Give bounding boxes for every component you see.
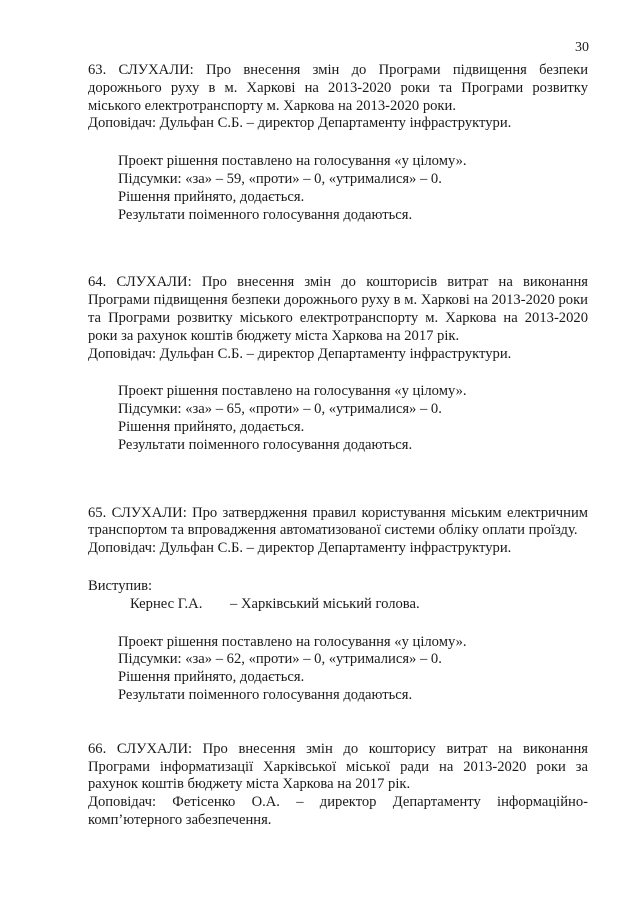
item-heading: 66. СЛУХАЛИ: Про внесення змін до кошторису витрат на виконання Програми інформатизації Харківської міської ради на 2013-2020 роки за рахунок коштів бюджету міста Харкова на 2017 рік.	[88, 740, 588, 793]
agenda-item-66	[88, 741, 588, 830]
item-reporter: Доповідач: Дульфан С.Б. – директор Департаменту інфраструктури.	[88, 540, 512, 557]
decision: Рішення прийнято, додається.	[118, 188, 305, 205]
decision: Рішення прийнято, додається.	[118, 669, 305, 686]
speaker-name: Кернес Г.А.	[130, 595, 203, 612]
document-body	[88, 62, 588, 830]
item-reporter: Доповідач: Дульфан С.Б. – директор Департаменту інфраструктури.	[88, 115, 512, 132]
vote-results: Підсумки: «за» – 62, «проти» – 0, «утрималися» – 0.	[118, 651, 442, 668]
roll-call-note: Результати поіменного голосування додаються.	[118, 206, 413, 223]
speaker-row	[88, 596, 588, 614]
speakers-label: Виступив:	[88, 577, 153, 594]
vote-status: Проект рішення поставлено на голосування «у цілому».	[118, 383, 467, 400]
item-heading: 65. СЛУХАЛИ: Про затвердження правил користування міським електричним транспортом та впровадження автоматизованої системи обліку оплати проїзду.	[88, 504, 588, 539]
agenda-item-65	[88, 505, 588, 705]
roll-call-note: Результати поіменного голосування додаються.	[118, 686, 413, 703]
agenda-item-63	[88, 62, 588, 224]
item-reporter: Доповідач: Дульфан С.Б. – директор Департаменту інфраструктури.	[88, 345, 512, 362]
page-number: 30	[575, 40, 589, 55]
vote-results: Підсумки: «за» – 59, «проти» – 0, «утрималися» – 0.	[118, 170, 442, 187]
decision: Рішення прийнято, додається.	[118, 418, 305, 435]
vote-status: Проект рішення поставлено на голосування «у цілому».	[118, 153, 467, 170]
vote-results: Підсумки: «за» – 65, «проти» – 0, «утрималися» – 0.	[118, 401, 442, 418]
speaker-role: – Харківський міський голова.	[230, 595, 420, 612]
agenda-item-64	[88, 274, 588, 454]
item-heading: 63. СЛУХАЛИ: Про внесення змін до Програми підвищення безпеки дорожнього руху в м. Харкові на 2013-2020 роки та Програми розвитку міського електротранспорту м. Харкова на 2013-2020 роки.	[88, 62, 588, 114]
item-reporter: Доповідач: Фетісенко О.А. – директор Департаменту інформаційно-комп’ютерного забезпечення.	[88, 794, 588, 828]
roll-call-note: Результати поіменного голосування додаються.	[118, 436, 413, 453]
item-heading: 64. СЛУХАЛИ: Про внесення змін до кошторисів витрат на виконання Програми підвищення безпеки дорожнього руху в м. Харкові на 2013-2020 роки та Програми розвитку міського електротранспорту м. Харкова на 2013-2020 роки за рахунок коштів бюджету міста Харкова на 2017 рік.	[88, 274, 588, 344]
vote-status: Проект рішення поставлено на голосування «у цілому».	[118, 633, 467, 650]
